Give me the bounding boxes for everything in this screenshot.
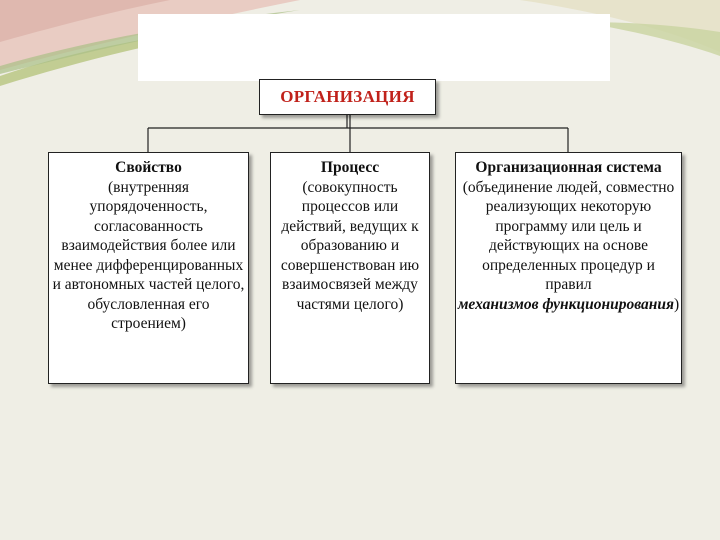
node-system-text: (объединение людей, совместно реализующих некоторую программу или цель и действующих на основе определенных процедур и правил [462,178,675,293]
node-system [455,152,682,384]
node-property-heading: Свойство [115,159,182,176]
node-system-heading: Организационная система [475,159,662,176]
node-process-heading: Процесс [320,159,380,176]
node-process-text: (совокупность процессов или действий, ведущих к образованию и совершенствован ию взаимосвязей между частями целого) [280,178,420,313]
node-property-text: (внутренняя упорядоченность, согласованность взаимодействия более или менее дифференцированных и автономных частей целого, обусловленная его строением) [52,178,245,332]
root-node [259,79,436,115]
node-system-tail [456,295,681,315]
node-process [270,152,430,384]
node-property [48,152,249,384]
node-system-emphasis: механизмов функционирования [457,295,674,313]
root-node-label: ОРГАНИЗАЦИЯ [280,87,415,106]
node-system-closing: ) [674,295,680,313]
